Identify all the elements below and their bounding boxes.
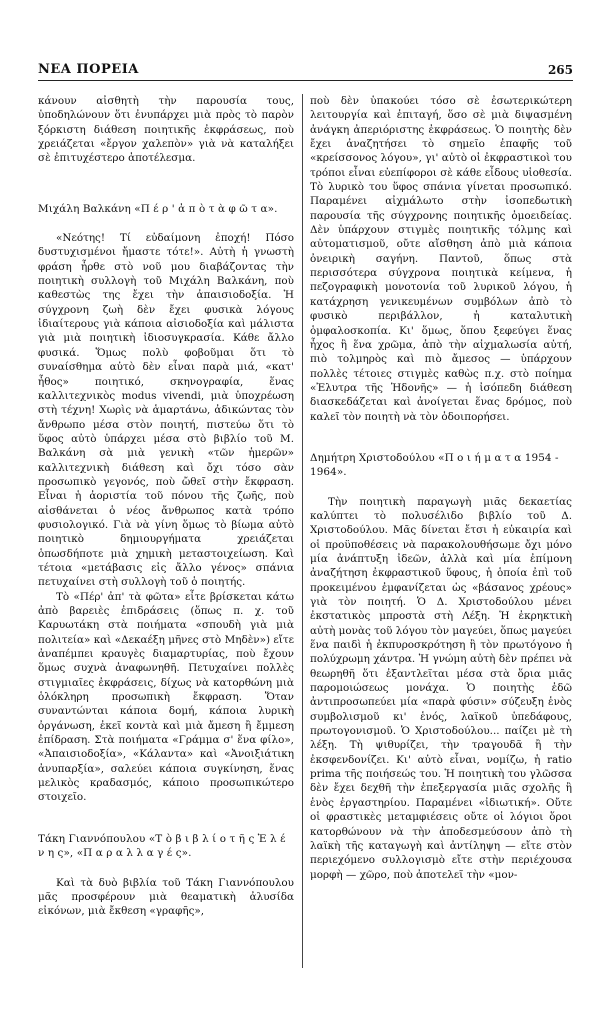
- page-number: 265: [547, 63, 573, 77]
- journal-title: ΝΕΑ ΠΟΡΕΙΑ: [38, 62, 139, 77]
- review-giannopoulos-continuation: ποὺ δὲν ὑπακούει τόσο σὲ ἐσωτερικώτερη λειτουργία καὶ ἐπιταγή, ὅσο σὲ μιὰ διψασμένη ἀνάγκη ἀπεριόριστης ἐκφράσεως. Ὁ ποιητὴς δὲν ἔχει ἀναζητήσει τὸ σημεῖο ἐπαφῆς τοῦ «κρείσσονος λόγου», γι' αὐτὸ οἱ ἐκφραστικοὶ του τρόποι εἶναι εὐεπίφοροι σὲ κάθε εἶδους υἱοθεσία. Τὸ λυρικὸ του ὕφος σπάνια γίνεται προσωπικό. Παραμένει αἰχμάλωτο στὴν ἰσοπεδωτικὴ παρουσία τῆς σύγχρονης ποιητικῆς ὁμοειδείας. Δὲν ὑπάρχουν στιγμὲς ποιητικῆς τόλμης καὶ αὐτοματισμοῦ, οὔτε αἴσθηση ἀπὸ μιὰ κάποια ὀνειρικὴ σαγήνη. Παντοῦ, ὅπως στὰ περισσότερα σύγχρονα ποιητικὰ κείμενα, ἡ πεζογραφικὴ μονοτονία τοῦ λυρικοῦ λόγου, ἡ κατάχρηση γενικευμένων συμβόλων ἀπὸ τὸ φυσικὸ περιβάλλον, ἡ καταλυτικὴ ὁμφαλοσκοπία. Κι' ὅμως, ὅπου ξεφεύγει ἕνας ἦχος ἢ ἕνα χρῶμα, ἀπὸ τὴν αἰχμαλωσία αὐτή, πιὸ τολμηρὸς καὶ πιὸ ἄμεσος — ὑπάρχουν πολλὲς τέτοιες στιγμὲς καθὼς π.χ. στὸ ποίημα «Ἐλυτρα τῆς Ἡδονῆς» — ἡ ἰσόπεδη διάθεση διασκεδάζεται καὶ ἀνοίγεται ἕνας δρόμος, ποὺ καλεῖ τὸν ποιητὴ νὰ τὸν ὁδοιπορήσει.: [310, 95, 572, 423]
- review-heading-christodoulou: Δημήτρη Χριστοδούλου «Π ο ι ή μ α τ α 1954 - 1964».: [310, 451, 559, 479]
- intro-paragraph: κάνουν αἰσθητὴ τὴν παρουσία τους, ὑποδηλώνουν ὅτι ἐνυπάρχει μιὰ πρὸς τὸ παρὸν ξόρκιστη διάθεση ποιητικῆς ἐκφράσεως, ποὺ χρειάζεται «ἔργον χαλεπὸν» γιὰ νὰ καταλήξει σὲ ἐπιτυχέστερο ἀποτέλεσμα.: [38, 95, 294, 165]
- review-christodoulou-paragraph-1: Τὴν ποιητικὴ παραγωγὴ μιᾶς δεκαετίας καλύπτει τὸ πολυσέλιδο βιβλίο τοῦ Δ. Χριστοδούλου. Μᾶς δίνεται ἔτσι ἡ εὐκαιρία καὶ οἱ προϋποθέσεις νὰ παρακολουθήσωμε ὄχι μόνο μία ἀνάπτυξη ἰδεῶν, ἀλλὰ καὶ μία ἐπίμονη ἀναζήτηση ἐκφραστικοῦ ὕφους, ἡ ὁποία ἐπὶ τοῦ προκειμένου ἐμφανίζεται ὡς «βάσανος χρέους» γιὰ τὸν ποιητή. Ὁ Δ. Χριστοδούλου μένει ἐκστατικὸς μπροστὰ στὴ Λέξη. Ἡ ἐκρηκτικὴ αὐτὴ μονὰς τοῦ λόγου τὸν μαγεύει, ὅπως μαγεύει ἕνα παιδὶ ἡ ἐκπυροσκρότηση ἢ τὸν πρωτόγονο ἡ πολύχρωμη χάντρα. Ἡ γνώμη αὐτὴ δὲν πρέπει νὰ θεωρηθῆ ὅτι ἐξαντλεῖται μέσα στὰ ὅρια μιᾶς παρομοιώσεως μονάχα. Ὁ ποιητὴς ἐδῶ ἀντιπροσωπεύει μία «παρὰ φύσιν» σύζευξη ἑνὸς συμβολισμοῦ κι' ἑνός, λαϊκοῦ ὑπεδάφους, πρωτογονισμοῦ. Ὁ Χριστοδούλου... παίζει μὲ τὴ λέξη. Τὴ ψιθυρίζει, τὴν τραγουδᾶ ἢ τὴν ἐκσφενδονίζει. Κι' αὐτὸ εἶναι, νομίζω, ἡ ratio prima τῆς ποιήσεώς του. Ἡ ποιητικὴ του γλῶσσα δὲν ἔχει δεχθῆ τὴν ἐπεξεργασία μιᾶς σχολῆς ἢ ἑνὸς ἐργαστηρίου. Παραμένει «ἰδιωτική». Οὔτε οἱ φραστικὲς μεταμφιέσεις οὔτε οἱ λόγιοι ὅροι κατορθώνουν νὰ τὴν ἀποδεσμεύσουν ἀπὸ τὴ λαϊκὴ τῆς καταγωγὴ καὶ ἀντίληψη — εἴτε στὸν περιεχόμενο συλλογισμὸ εἴτε στὴν περιέχουσα μορφὴ — χῶρο, ποὺ ἀποτελεῖ τὴν «μον-: [310, 495, 572, 881]
- review-giannopoulos-paragraph-1: Καὶ τὰ δυὸ βιβλία τοῦ Τάκη Γιαννόπουλου μᾶς προσφέρουν μιὰ θεαματικὴ ἀλυσίδα εἰκόνων, μιὰ ἔκθεση «γραφῆς»,: [38, 876, 294, 918]
- review-valkanis-paragraph-1: «Νεότης! Τί εὐδαίμονη ἐποχή! Πόσο δυστυχισμένοι ἤμαστε τότε!». Αὐτὴ ἡ γνωστὴ φράση ἦρθε στὸ νοῦ μου διαβάζοντας τὴν ποιητικὴ συλλογὴ τοῦ Μιχάλη Βαλκάνη, ποὺ καθεστὼς της ἔχει τὴν ἀπαισιοδοξία. Ἡ σύγχρονη ζωὴ δὲν ἔχει φυσικὰ λόγους ἰδιαίτερους γιὰ κάποια αἰσιοδοξία καὶ μάλιστα γιὰ μιὰ ποιητικὴ ἰδιοσυγκρασία. Κάθε ἄλλο φυσικά. Ὅμως πολὺ φοβοῦμαι ὅτι τὸ συναίσθημα αὐτὸ δὲν εἶναι παρὰ μιά, «κατ' ἦθος» ποιητικό, σκηνογραφία, ἕνας καλλιτεχνικὸς modus vivendi, μιὰ ὑποχρέωση στὴ τέχνη! Χωρὶς νὰ ἁμαρτάνω, ἀδικώντας τὸν ἄνθρωπο μέσα στὸν ποιητή, πιστεύω ὅτι τὸ ὕφος αὐτὸ ὑπάρχει μέσα στὸ βιβλίο τοῦ Μ. Βαλκάνη σὰ μιὰ γενικὴ «τῶν ἡμερῶν» καλλιτεχνικὴ διάθεση καὶ ὄχι τόσο σὰν προσωπικὸ γεγονός, ποὺ ὤθεῖ στὴν ἔκφραση. Εἶναι ἡ ἀοριστία τοῦ πόνου τῆς ζωῆς, ποὺ αἰσθάνεται ὁ νέος ἄνθρωπος κατὰ τρόπο φυσιολογικό. Γιὰ νὰ γίνη ὅμως τὸ βίωμα αὐτὸ ποιητικὸ δημιουργήματα χρειάζεται ὁπωσδήποτε μιὰ χημικὴ μεταστοιχείωση. Καὶ τέτοια «μετάβασις εἰς ἄλλο γένος» σπάνια πετυχαίνει στὴ συλλογὴ τοῦ ὁ ποιητής.: [38, 232, 294, 589]
- review-heading-valkanis: Μιχάλη Βαλκάνη «Π έ ρ ' ἀ π ὸ τ ὰ φ ῶ τ α».: [38, 202, 278, 215]
- running-header: [38, 60, 573, 81]
- column-divider: [302, 94, 303, 968]
- review-heading-giannopoulos: Τάκη Γιαννόπουλου «Τ ὸ β ι β λ ί ο τ ῆ ς Ἑ λ έ ν η ς», «Π α ρ α λ λ α γ έ ς».: [38, 832, 286, 860]
- review-valkanis-paragraph-2: Τὸ «Πέρ' ἀπ' τὰ φῶτα» εἶτε βρίσκεται κάτω ἀπὸ βαρειὲς ἐπιδράσεις (ὅπως π. χ. τοῦ Καρυωτάκη στὰ ποιήματα «σπουδὴ γιὰ μιὰ πολιτεία» καὶ «Δεκαέξη μῆνες στὸ Μηδὲν») εἴτε ἀναπέμπει κραυγὲς διαμαρτυρίας, ποὺ ἔχουν ὅμως συχνὰ ἀναφωνηθῆ. Πετυχαίνει πολλὲς στιγμιαῖες ἐκφράσεις, δίχως νὰ κατορθώνη μιὰ ὁλόκληρη προσωπικὴ ἔκφραση. Ὅταν συναντώνται κάποια δομή, κάποια λυρικὴ ὀργάνωση, ἐκεῖ κοντὰ καὶ μιὰ ἄμεση ἢ ἔμμεση ἐπίδραση. Στὰ ποιήματα «Γράμμα σ' ἕνα φίλο», «Ἀπαισιοδοξία», «Κάλαντα» καὶ «Ἀνοιξιάτικη ἀνυπαρξία», σαλεύει κάποια συγκίνηση, ἕνας μελικὸς κραδασμός, κάποιο προσωπικώτερο στοιχεῖο.: [38, 590, 294, 804]
- right-column: [310, 94, 572, 968]
- left-column: [38, 94, 294, 968]
